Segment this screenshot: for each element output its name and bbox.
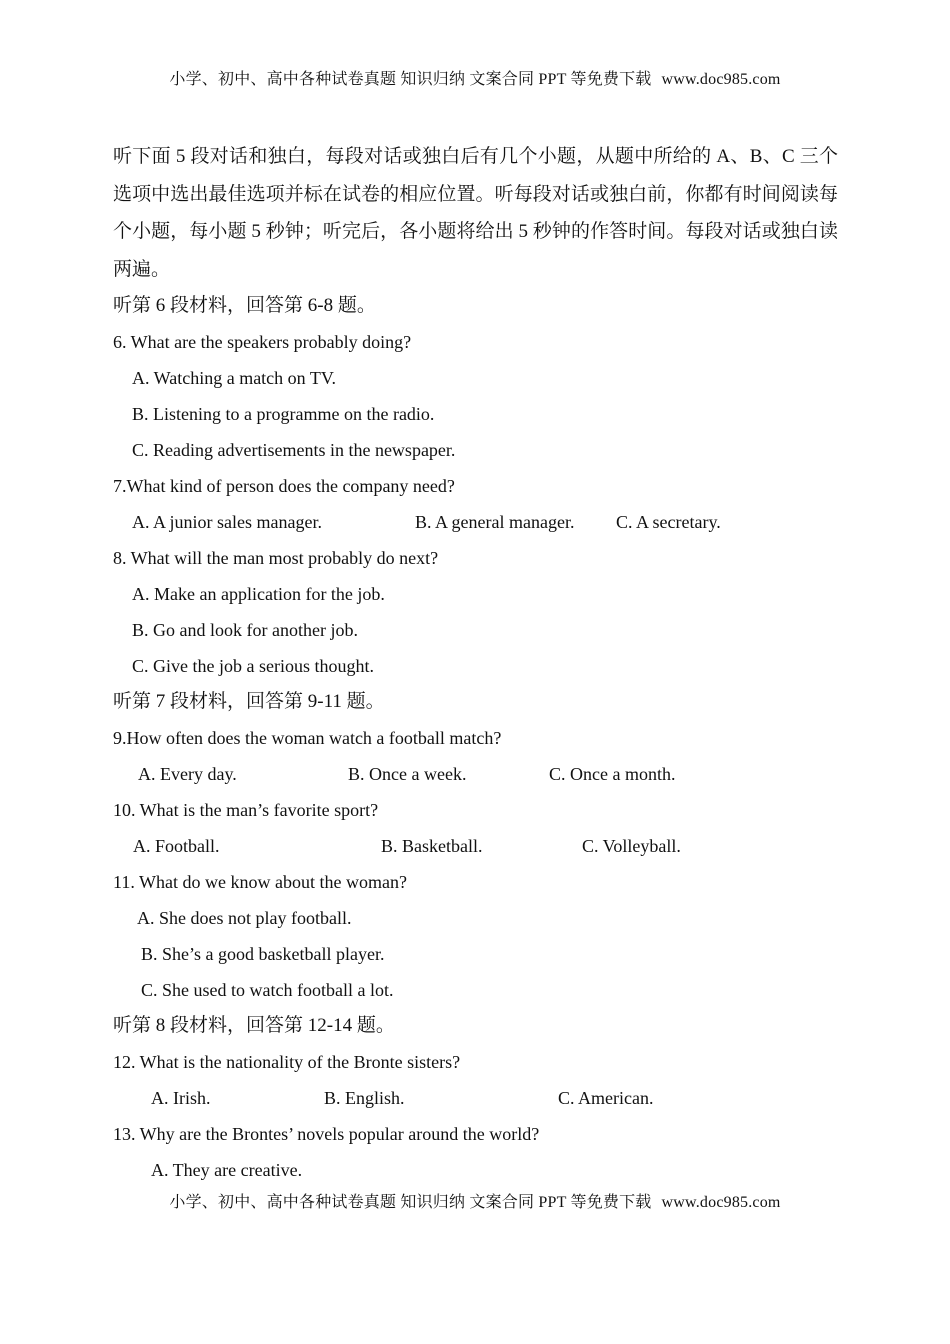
option-10c: C. Volleyball. (582, 836, 681, 856)
question-12: 12. What is the nationality of the Bronte sisters? (113, 1052, 461, 1072)
option-10a: A. Football. (133, 836, 220, 856)
question-9: 9.How often does the woman watch a football match? (113, 728, 502, 748)
exam-content (113, 138, 838, 1188)
option-8b: B. Go and look for another job. (132, 620, 358, 640)
option-10b: B. Basketball. (381, 836, 483, 856)
section-title: 听第 6 段材料，回答第 6-8 题。 (113, 295, 376, 316)
option-12c: C. American. (558, 1088, 654, 1108)
question-13: 13. Why are the Brontes’ novels popular around the world? (113, 1124, 540, 1144)
section-title: 听第 8 段材料，回答第 12-14 题。 (113, 1015, 395, 1036)
option-13a: A. They are creative. (151, 1160, 303, 1180)
option-9b: B. Once a week. (348, 764, 467, 784)
option-11c: C. She used to watch football a lot. (141, 980, 394, 1000)
options-row-10 (113, 828, 838, 864)
footer-text: 小学、初中、高中各种试卷真题 知识归纳 文案合同 PPT 等免费下载 (169, 1194, 652, 1211)
option-11b: B. She’s a good basketball player. (141, 944, 385, 964)
listening-instructions: 听下面 5 段对话和独白，每段对话或独白后有几个小题，从题中所给的 A、B、C 三个选项中选出最佳选项并标在试卷的相应位置。听每段对话或独白前，你都有时间阅读每个小题，每小题 5 秒钟；听完后，各小题将给出 5 秒钟的作答时间。每段对话或独白读两遍。 (113, 146, 838, 280)
page-header (0, 66, 950, 89)
question-8: 8. What will the man most probably do next? (113, 548, 439, 568)
option-7c: C. A secretary. (616, 512, 721, 532)
option-6a: A. Watching a match on TV. (132, 368, 337, 388)
option-7b: B. A general manager. (415, 512, 575, 532)
question-6: 6. What are the speakers probably doing? (113, 332, 412, 352)
option-12a: A. Irish. (151, 1088, 211, 1108)
option-8c: C. Give the job a serious thought. (132, 656, 374, 676)
option-6b: B. Listening to a programme on the radio. (132, 404, 435, 424)
header-text: 小学、初中、高中各种试卷真题 知识归纳 文案合同 PPT 等免费下载 (169, 71, 652, 88)
options-row-7 (113, 504, 838, 540)
options-row-9 (113, 756, 838, 792)
option-11a: A. She does not play football. (137, 908, 352, 928)
option-9c: C. Once a month. (549, 764, 676, 784)
option-8a: A. Make an application for the job. (132, 584, 385, 604)
question-7: 7.What kind of person does the company need? (113, 476, 455, 496)
page-footer (0, 1189, 950, 1212)
section-title: 听第 7 段材料，回答第 9-11 题。 (113, 691, 385, 712)
question-11: 11. What do we know about the woman? (113, 872, 407, 892)
option-9a: A. Every day. (138, 764, 237, 784)
option-7a: A. A junior sales manager. (132, 512, 322, 532)
footer-site-link[interactable]: www.doc985.com (661, 1194, 781, 1211)
option-6c: C. Reading advertisements in the newspaper. (132, 440, 456, 460)
option-12b: B. English. (324, 1088, 405, 1108)
question-10: 10. What is the man’s favorite sport? (113, 800, 379, 820)
header-site-link[interactable]: www.doc985.com (661, 71, 781, 88)
options-row-12 (113, 1080, 838, 1116)
